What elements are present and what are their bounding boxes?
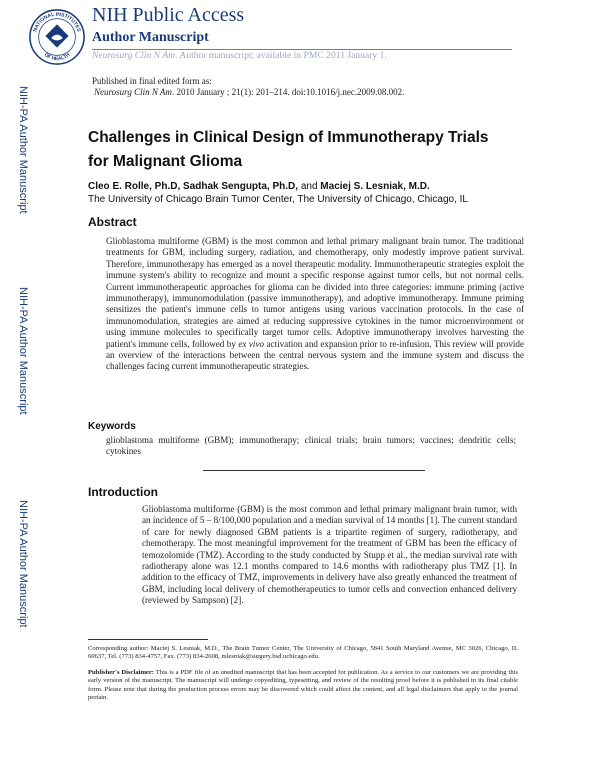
introduction-heading: Introduction [88,485,158,499]
sidebar-label-middle: NIH-PA Author Manuscript [17,287,29,415]
published-citation: Neurosurg Clin N Am. 2010 January ; 21(1): 201–214. doi:10.1016/j.nec.2009.08.002. [94,87,405,97]
svg-text:NATIONAL INSTITUTES: NATIONAL INSTITUTES [32,11,82,33]
publisher-disclaimer: Publisher's Disclaimer: This is a PDF file of an unedited manuscript that has been accepted for publication. As a service to our customers we are providing this early version of the manuscript. The manuscript will undergo copyediting, typesetting, and review of the resulting proof before it is published in its final citable form. Please note that during the production process errors may be discovered which could affect the content, and all legal disclaimers that apply to the journal pertain. [88,669,519,702]
nih-public-access-title: NIH Public Access [92,4,245,26]
author-manuscript-label: Author Manuscript [92,30,209,45]
corresponding-author-note: Corresponding author: Maciej S. Lesniak, M.D., The Brain Tumor Center, The University of Chicago, 5841 South Maryland Avenue, MC 3026, Chicago, IL 60637, Tel. (773) 834-4757, Fax. (773) 834-2608, mlesniak@surgery.bsd.uchicago.edu. [88,645,518,661]
keywords-heading: Keywords [88,421,136,432]
author-list: Cleo E. Rolle, Ph.D, Sadhak Sengupta, Ph.D, and Maciej S. Lesniak, M.D. [88,181,430,192]
keywords-text: glioblastoma multiforme (GBM); immunotherapy; clinical trials; brain tumors; vaccines; dendritic cells; cytokines [106,435,516,457]
keywords-divider [203,470,425,471]
abstract-heading: Abstract [88,215,137,229]
author-affiliation: The University of Chicago Brain Tumor Center, The University of Chicago, Chicago, IL [88,194,468,205]
footnote-divider [88,639,208,640]
sidebar-label-bottom: NIH-PA Author Manuscript [17,500,29,628]
published-label: Published in final edited form as: [92,76,212,86]
nih-seal-logo [28,8,86,66]
journal-availability: Neurosurg Clin N Am. Author manuscript; available in PMC 2011 January 1. [92,50,387,61]
sidebar-label-top: NIH-PA Author Manuscript [17,86,29,214]
article-title: Challenges in Clinical Design of Immunotherapy Trials for Malignant Glioma [88,129,489,170]
introduction-text: Glioblastoma multiforme (GBM) is the most common and lethal primary malignant brain tumor, with an incidence of 5 – 8/100,000 population and a median survival of 14 months [1]. The current standard of care for newly diagnosed GBM patients is a tripartite regimen of surgery, radiotherapy, and chemotherapy. The most meaningful improvement for the treatment of GBM has been the efficacy of temozolomide (TMZ). According to the study conducted by Stupp et al., the median survival rate with radiotherapy alone was 12.1 months compared to 14.6 months with radiotherapy plus TMZ [1]. In addition to the efficacy of TMZ, improvements in delivery have also greatly enhanced the treatment of GBM, including local delivery of chemotherapeutics to tumor cells and convection enhanced delivery (reviewed by Sampson) [2]. [142,504,517,606]
svg-text:OF HEALTH: OF HEALTH [42,52,72,63]
abstract-text: Glioblastoma multiforme (GBM) is the most common and lethal primary malignant brain tumor. The traditional treatments for GBM, including surgery, radiation, and chemotherapy, only modestly improve patient survival. Therefore, immunotherapy has emerged as a novel therapeutic modality. Immunotherapeutic strategies exploit the immune system's ability to recognize and mount a specific response against tumor cells, but not normal cells. Current immunotherapeutic approaches for glioma can be divided into three categories: immune priming (active immunotherapy), immunomodulation (passive immunotherapy), and adoptive immunotherapy. Immune priming sensitizes the patient's immune cells to tumor antigens using various vaccination protocols. In the case of immunomodulation, strategies are aimed at reducing suppressive cytokines in the tumor microenvironment or using immune molecules to specifically target tumor cells. Adoptive immunotherapy involves harvesting the patient's immune cells, followed by ex vivo activation and expansion prior to re-infusion. This review will provide an overview of the interactions between the central nervous system and the immune system and discuss the challenges facing current immunotherapeutic strategies. [106,236,525,372]
